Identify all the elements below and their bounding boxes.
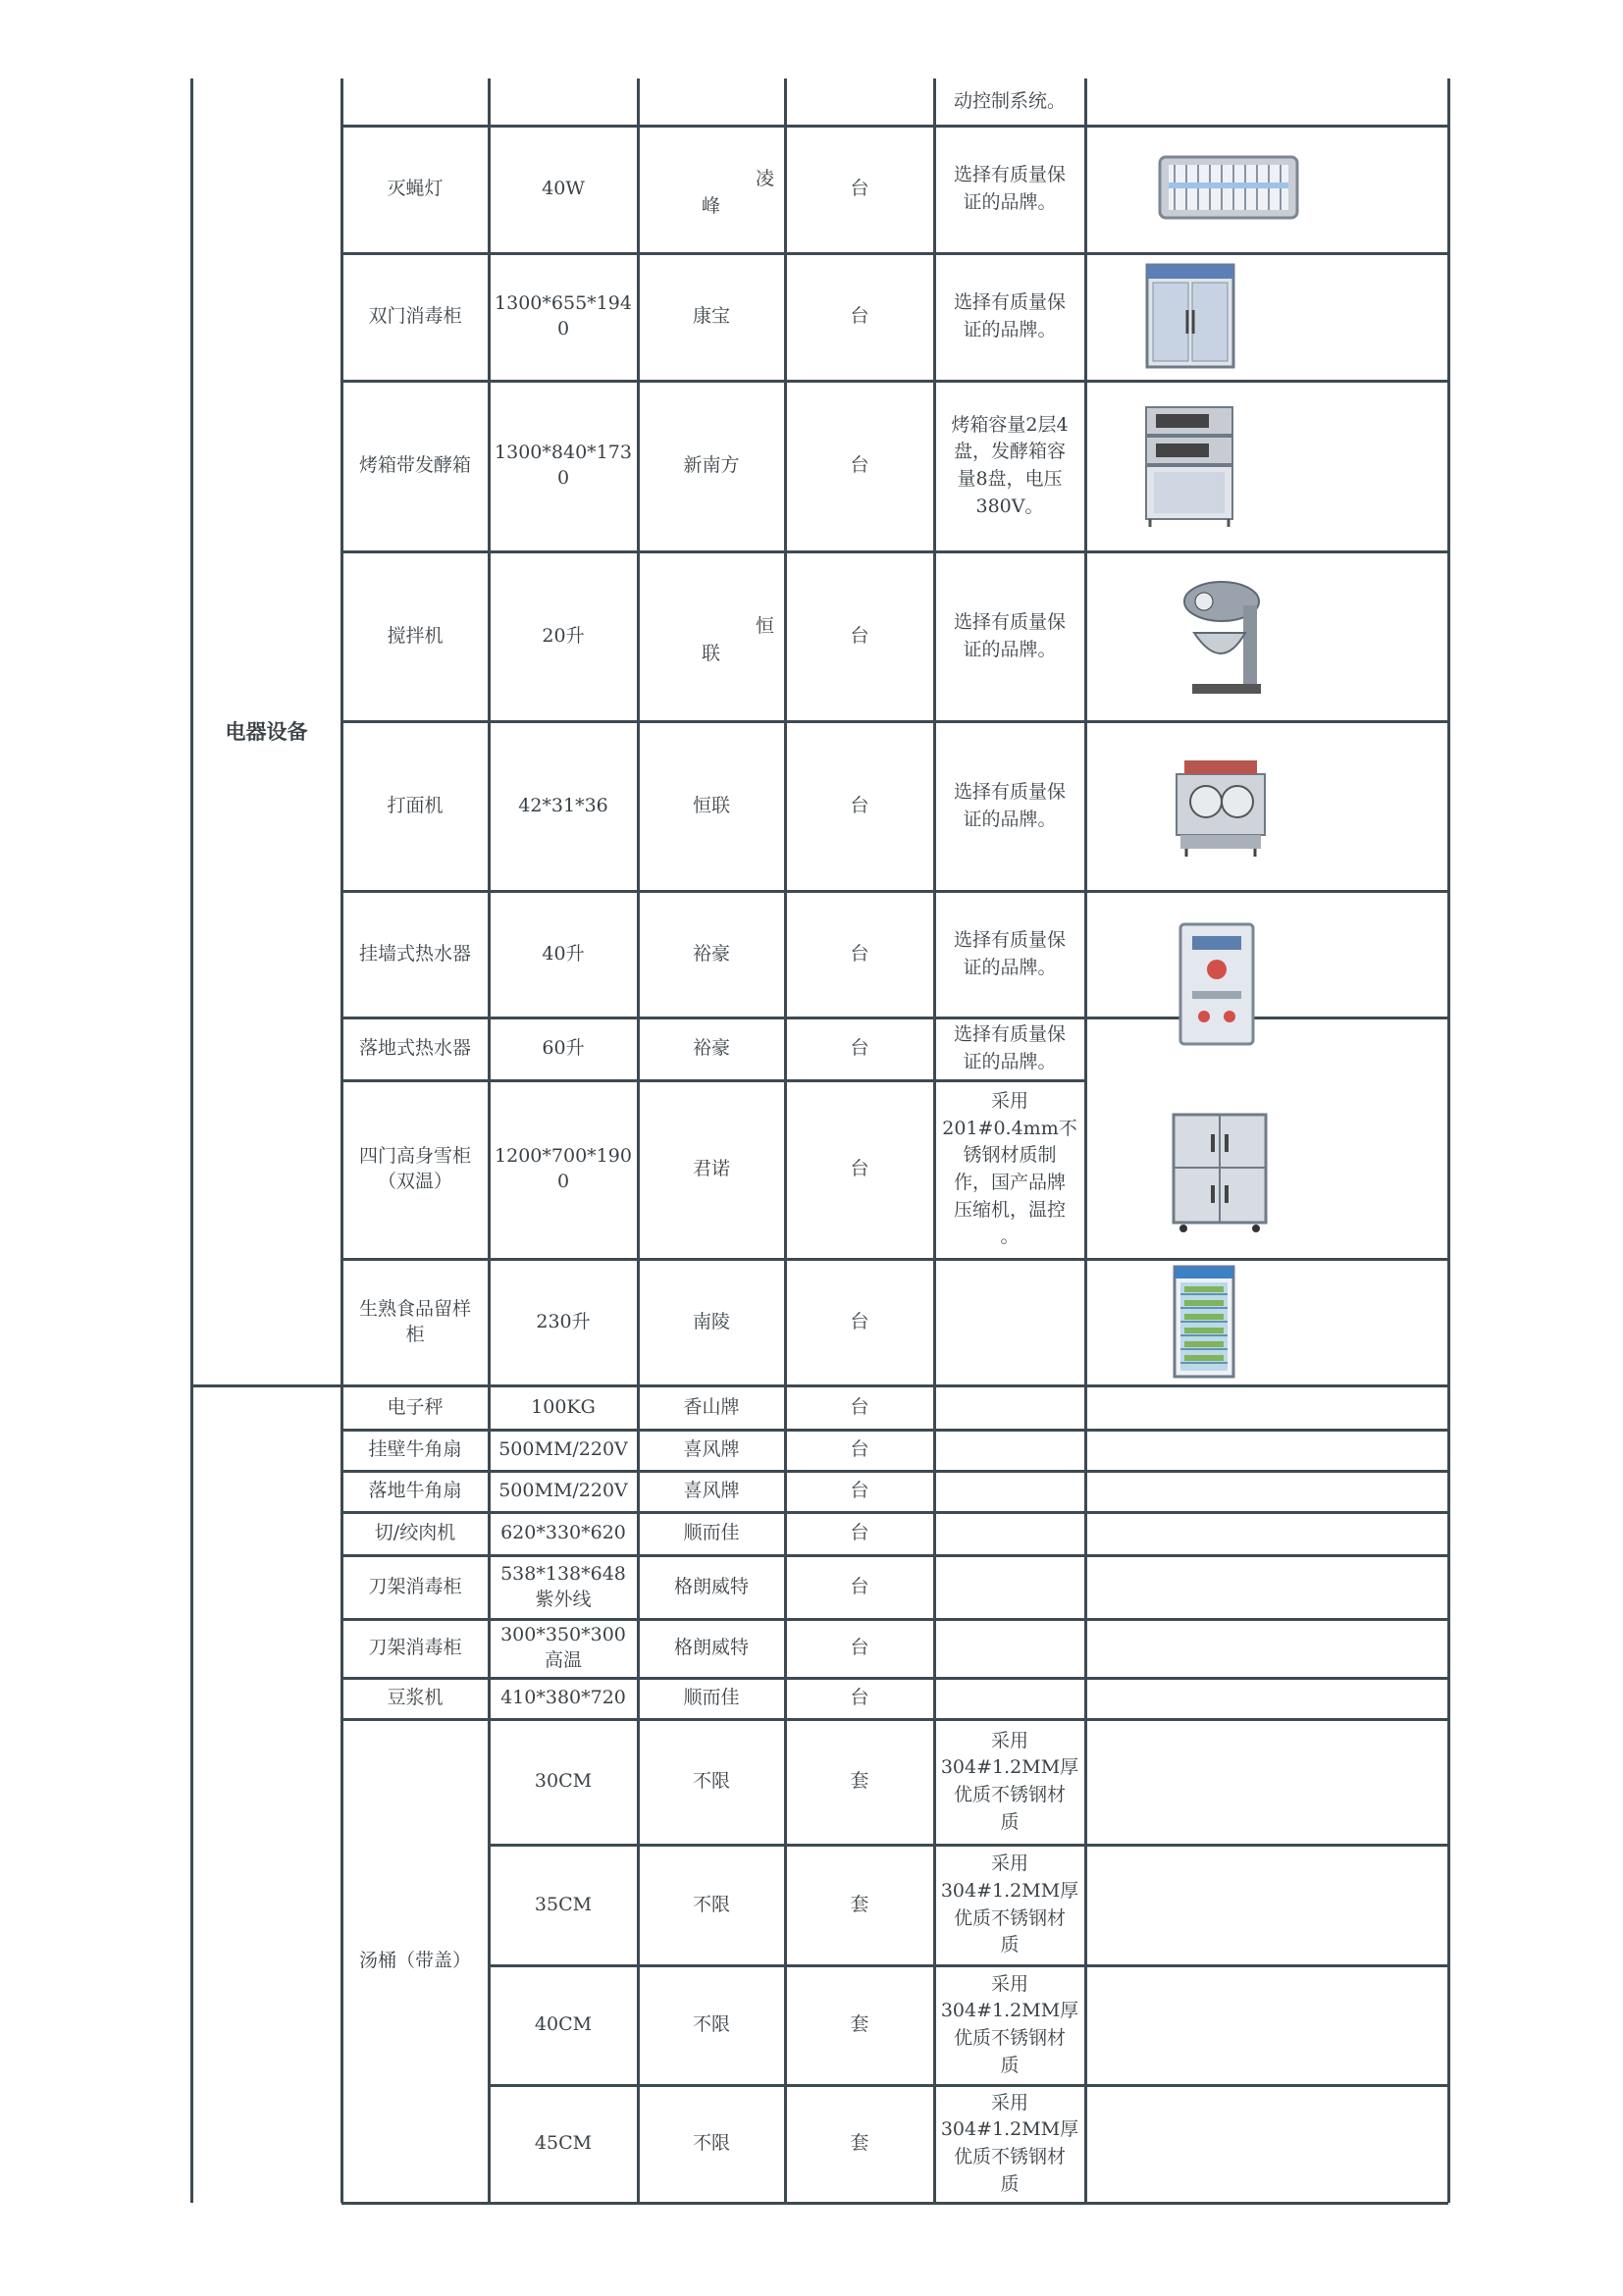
product-brand: 顺而佳 xyxy=(683,1687,740,1709)
product-brand: 新南方 xyxy=(683,454,740,477)
product-unit: 台 xyxy=(850,1395,869,1418)
row-divider xyxy=(341,1618,1448,1621)
soup-pot-name: 汤桶（带盖） xyxy=(358,1949,471,1971)
product-name: 双门消毒柜 xyxy=(368,305,462,328)
category-label: 电器设备 xyxy=(225,719,308,744)
soup-pot-spec: 30CM xyxy=(534,1770,593,1793)
row-divider xyxy=(489,2202,1448,2205)
soup-pot-spec: 45CM xyxy=(534,2132,593,2155)
table-bottom-border xyxy=(341,2202,489,2205)
soup-pot-spec: 35CM xyxy=(534,1893,593,1915)
product-brand: 香山牌 xyxy=(683,1395,740,1418)
soup-pot-unit: 套 xyxy=(850,1770,869,1793)
product-brand: 喜风牌 xyxy=(683,1438,740,1461)
product-spec: 300*350*300 高温 xyxy=(500,1624,626,1671)
brand-cell-top: 恒 xyxy=(756,614,775,637)
product-unit: 台 xyxy=(850,1438,869,1461)
product-unit: 台 xyxy=(850,624,869,647)
product-unit: 台 xyxy=(850,178,869,200)
product-name: 四门高身雪柜 （双温） xyxy=(358,1145,471,1192)
soup-pot-brand: 不限 xyxy=(692,1893,730,1915)
soup-pot-unit: 套 xyxy=(850,1893,869,1915)
product-spec: 1300*840*173 0 xyxy=(495,442,632,489)
product-spec: 42*31*36 xyxy=(518,794,608,816)
product-spec: 20升 xyxy=(542,624,585,647)
product-name: 烤箱带发酵箱 xyxy=(358,454,471,477)
product-spec: 620*330*620 xyxy=(500,1522,626,1544)
sample-cabinet-image xyxy=(1167,1263,1241,1383)
product-name: 刀架消毒柜 xyxy=(368,1637,462,1659)
row-divider xyxy=(341,125,1448,128)
row-divider xyxy=(341,1470,1448,1473)
product-note: 选择有质量保 证的品牌。 xyxy=(953,780,1066,830)
product-unit: 台 xyxy=(850,1637,869,1659)
product-brand: 喜风牌 xyxy=(683,1480,740,1502)
product-brand: 裕豪 xyxy=(692,1037,730,1060)
product-name: 灭蝇灯 xyxy=(387,178,444,200)
product-name: 电子秤 xyxy=(387,1395,444,1418)
soup-pot-brand: 不限 xyxy=(692,1770,730,1793)
product-unit: 台 xyxy=(850,794,869,816)
product-name: 打面机 xyxy=(387,794,444,816)
product-brand: 南陵 xyxy=(692,1310,730,1332)
product-note: 选择有质量保 证的品牌。 xyxy=(953,610,1066,660)
product-brand: 康宝 xyxy=(692,305,730,328)
product-spec: 500MM/220V xyxy=(498,1480,628,1502)
row-divider xyxy=(489,1964,1448,1967)
brand-cell-bottom: 联 xyxy=(702,642,721,664)
product-note: 烤箱容量2层4 盘，发酵箱容 量8盘，电压 380V。 xyxy=(951,413,1069,517)
row-divider xyxy=(341,550,1448,553)
double-door-sterilizer-image xyxy=(1141,261,1239,371)
row-divider xyxy=(489,2084,1448,2087)
product-spec: 60升 xyxy=(542,1037,585,1060)
product-unit: 台 xyxy=(850,454,869,477)
product-brand: 恒联 xyxy=(692,794,730,816)
row-divider xyxy=(341,252,1448,255)
product-name: 刀架消毒柜 xyxy=(368,1575,462,1597)
soup-pot-unit: 套 xyxy=(850,2132,869,2155)
product-spec: 410*380*720 xyxy=(500,1687,626,1709)
product-unit: 台 xyxy=(850,305,869,328)
soup-pot-note: 采用 304#1.2MM厚 优质不锈钢材 质 xyxy=(940,1729,1079,1833)
product-note xyxy=(934,1259,1085,1385)
product-spec: 500MM/220V xyxy=(498,1438,628,1461)
product-spec: 100KG xyxy=(531,1395,596,1418)
product-name: 豆浆机 xyxy=(387,1687,444,1709)
row-divider xyxy=(341,1511,1448,1514)
product-unit: 台 xyxy=(850,1480,869,1502)
four-door-fridge-image xyxy=(1166,1111,1274,1234)
product-name: 挂墙式热水器 xyxy=(358,942,471,965)
row-divider xyxy=(341,1677,1448,1680)
product-note: 选择有质量保 证的品牌。 xyxy=(953,164,1066,213)
product-unit: 台 xyxy=(850,1310,869,1332)
soup-pot-note: 采用 304#1.2MM厚 优质不锈钢材 质 xyxy=(940,1972,1079,2076)
table-right-border xyxy=(1447,78,1450,2203)
product-unit: 台 xyxy=(850,1687,869,1709)
product-brand: 顺而佳 xyxy=(683,1522,740,1544)
brand-cell-bottom: 峰 xyxy=(702,195,721,217)
product-unit: 台 xyxy=(850,1522,869,1544)
product-note: 选择有质量保 证的品牌。 xyxy=(953,291,1066,340)
product-brand: 裕豪 xyxy=(692,942,730,965)
product-unit: 台 xyxy=(850,1037,869,1060)
row-divider xyxy=(341,720,1448,723)
product-name: 落地式热水器 xyxy=(358,1037,471,1060)
product-brand: 格朗威特 xyxy=(673,1575,749,1597)
product-brand: 君诺 xyxy=(692,1158,730,1180)
product-name: 挂壁牛角扇 xyxy=(368,1438,462,1461)
row-divider xyxy=(341,1258,1448,1261)
row-divider xyxy=(341,1079,1085,1082)
product-brand: 格朗威特 xyxy=(673,1637,749,1659)
product-spec: 40升 xyxy=(542,942,585,965)
product-spec: 1300*655*194 0 xyxy=(495,292,632,339)
product-spec: 40W xyxy=(542,178,585,200)
row-divider xyxy=(341,1017,1448,1019)
product-unit: 台 xyxy=(850,942,869,965)
water-heater-image xyxy=(1173,920,1261,1048)
product-name: 切/绞肉机 xyxy=(374,1522,456,1544)
fly-killer-lamp-image xyxy=(1155,149,1302,228)
row-divider xyxy=(489,1844,1448,1847)
soup-pot-unit: 套 xyxy=(850,2013,869,2036)
product-spec: 1200*700*190 0 xyxy=(495,1145,632,1192)
product-spec: 230升 xyxy=(536,1310,591,1332)
noodle-press-image xyxy=(1167,753,1275,861)
product-unit: 台 xyxy=(850,1158,869,1180)
product-note: 选择有质量保 证的品牌。 xyxy=(953,928,1066,978)
brand-cell-top: 凌 xyxy=(756,168,775,189)
mixer-image xyxy=(1173,576,1271,700)
product-name: 生熟食品留样 柜 xyxy=(358,1297,471,1345)
product-note: 采用 201#0.4mm不 锈钢材质制 作，国产品牌 压缩机，温控 。 xyxy=(942,1090,1077,1248)
row-divider xyxy=(341,1554,1448,1557)
top-note: 动控制系统。 xyxy=(953,90,1066,113)
product-name: 落地牛角扇 xyxy=(368,1480,462,1502)
oven-proofer-image xyxy=(1140,403,1238,529)
row-divider xyxy=(341,1429,1448,1432)
product-spec: 538*138*648 紫外线 xyxy=(500,1562,626,1610)
row-divider xyxy=(341,380,1448,383)
soup-pot-brand: 不限 xyxy=(692,2132,730,2155)
soup-pot-note: 采用 304#1.2MM厚 优质不锈钢材 质 xyxy=(940,1852,1079,1957)
soup-pot-note: 采用 304#1.2MM厚 优质不锈钢材 质 xyxy=(940,2091,1079,2195)
product-name: 搅拌机 xyxy=(387,624,444,647)
row-divider xyxy=(341,890,1448,893)
product-unit: 台 xyxy=(850,1575,869,1597)
soup-pot-brand: 不限 xyxy=(692,2013,730,2036)
product-note: 选择有质量保 证的品牌。 xyxy=(953,1023,1066,1072)
soup-pot-spec: 40CM xyxy=(534,2013,593,2036)
